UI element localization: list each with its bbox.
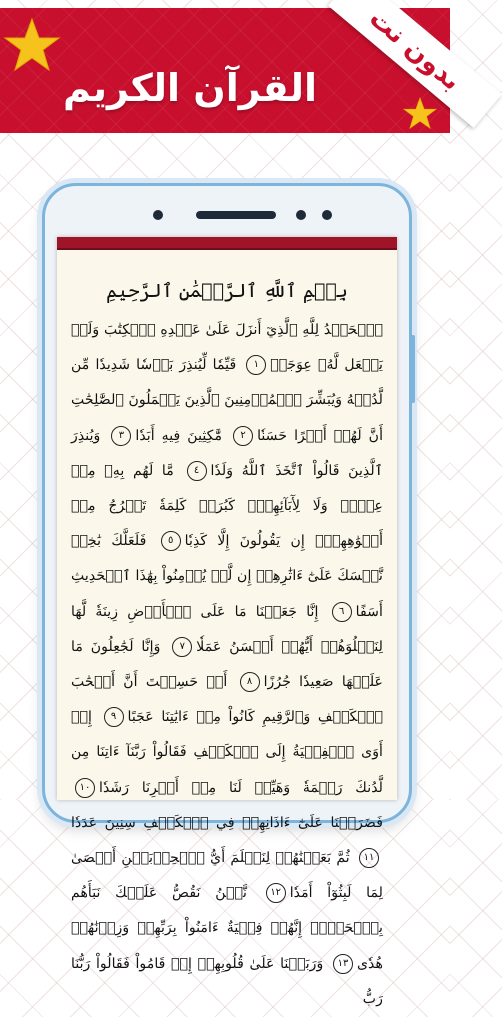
verse-text: وَرَبَطۡنَا عَلَىٰ قُلُوبِهِمۡ إِذۡ قَامُواْ فَقَالُواْ رَبُّنَا رَبُّ: [71, 955, 383, 1007]
verse-text: قَيِّمٗا لِّيُنذِرَ بَأۡسٗا شَدِيدٗا مِّن لَّدُنۡهُ وَيُبَشِّرَ ٱلۡمُؤۡمِنِينَ ٱلَّذِينَ يَعۡمَلُونَ ٱلصَّٰلِحَٰتِ أَنَّ لَهُمۡ أَجۡرًا حَسَنٗا: [71, 357, 384, 444]
phone-side-button: [410, 335, 415, 403]
star-icon: [402, 96, 438, 132]
ayah-number-marker: ٢: [233, 426, 253, 446]
verse-text: فَلَعَلَّكَ بَٰخِعٞ نَّفۡسَكَ عَلَىٰٓ ءَاثَٰرِهِمۡ إِن لَّمۡ يُؤۡمِنُواْ بِهَٰذَا ٱلۡحَدِيثِ أَسَفًا: [71, 533, 383, 620]
ayah-number-marker: ٣: [111, 426, 131, 446]
verse-text: إِنَّا جَعَلۡنَا مَا عَلَى ٱلۡأَرۡضِ زِينَةٗ لَّهَا لِنَبۡلُوَهُمۡ أَيُّهُمۡ أَحۡسَنُ عَمَلٗا: [71, 603, 384, 655]
verse-text: ٱلۡحَمۡدُ لِلَّهِ ٱلَّذِيٓ أَنزَلَ عَلَىٰ عَبۡدِهِ ٱلۡكِتَٰبَ وَلَمۡ يَجۡعَل لَّهُۥ عِوَجَاۜ: [71, 322, 383, 374]
ayah-number-marker: ١٠: [75, 778, 95, 798]
ayah-number-marker: ١٣: [333, 954, 353, 974]
ayah-number-marker: ٦: [332, 602, 352, 622]
ayah-number-marker: ٨: [240, 672, 260, 692]
speaker-grille: [196, 211, 276, 219]
verse-text: مَّٰكِثِينَ فِيهِ أَبَدٗا: [135, 427, 223, 444]
sensor-dot: [296, 210, 306, 220]
ayah-number-marker: ١: [246, 355, 266, 375]
verse-text: أَمۡ حَسِبۡتَ أَنَّ أَصۡحَٰبَ ٱلۡكَهۡفِ وَٱلرَّقِيمِ كَانُواْ مِنۡ ءَايَٰتِنَا عَجَبًا: [71, 674, 384, 726]
ayah-number-marker: ١٢: [266, 883, 286, 903]
verse-text: إِذۡ أَوَى ٱلۡفِتۡيَةُ إِلَى ٱلۡكَهۡفِ فَقَالُواْ رَبَّنَآ ءَاتِنَا مِن لَّدُنكَ رَحۡمَةٗ وَهَيِّئۡ لَنَا مِنۡ أَمۡرِنَا رَشَدٗا: [71, 709, 383, 796]
camera-dot: [153, 210, 163, 220]
ayah-number-marker: ٥: [161, 531, 181, 551]
verse-text: فَضَرَبۡنَا عَلَىٰٓ ءَاذَانِهِمۡ فِي ٱلۡكَهۡفِ سِنِينَ عَدَدٗا: [71, 814, 383, 831]
app-title: القرآن الكريم: [62, 66, 318, 110]
verse-text: وَإِنَّا لَجَٰعِلُونَ مَا عَلَيۡهَا صَعِيدٗا جُرُزًا: [71, 638, 383, 691]
ayah-number-marker: ٤: [187, 461, 207, 481]
sensor-dot: [322, 210, 332, 220]
ayah-number-marker: ٧: [172, 637, 192, 657]
quran-page[interactable]: [57, 237, 397, 1007]
page-header-bar: [57, 237, 397, 250]
verse-text: وَيُنذِرَ ٱلَّذِينَ قَالُواْ ٱتَّخَذَ ٱللَّهُ وَلَدٗا: [71, 427, 383, 479]
ayah-number-marker: ٩: [104, 707, 124, 727]
verses-block: [71, 313, 383, 1017]
verse-text: ثُمَّ بَعَثۡنَٰهُمۡ لِنَعۡلَمَ أَيُّ ٱلۡحِزۡبَيۡنِ أَحۡصَىٰ لِمَا لَبِثُوٓاْ أَمَدٗا: [71, 850, 384, 902]
verse-text: نَّحۡنُ نَقُصُّ عَلَيۡكَ نَبَأَهُم بِٱلۡحَقِّۚ إِنَّهُمۡ فِتۡيَةٌ ءَامَنُواْ بِرَبِّهِمۡ وَزِدۡنَٰهُمۡ هُدٗى: [71, 885, 383, 972]
verse-text: مَّا لَهُم بِهِۦ مِنۡ عِلۡمٖ وَلَا لِأٓبَآئِهِمۡۚ كَبُرَتۡ كَلِمَةٗ تَخۡرُجُ مِنۡ أَفۡوَٰهِهِمۡۚ إِن يَقُولُونَ إِلَّا كَذِبٗا: [71, 462, 384, 550]
ayah-number-marker: ١١: [359, 848, 379, 868]
offline-ribbon-label: بدون نت: [363, 3, 467, 97]
basmala: بِسۡمِ ٱللَّهِ ٱلرَّحۡمَٰنِ ٱلرَّحِيمِ: [106, 280, 348, 302]
